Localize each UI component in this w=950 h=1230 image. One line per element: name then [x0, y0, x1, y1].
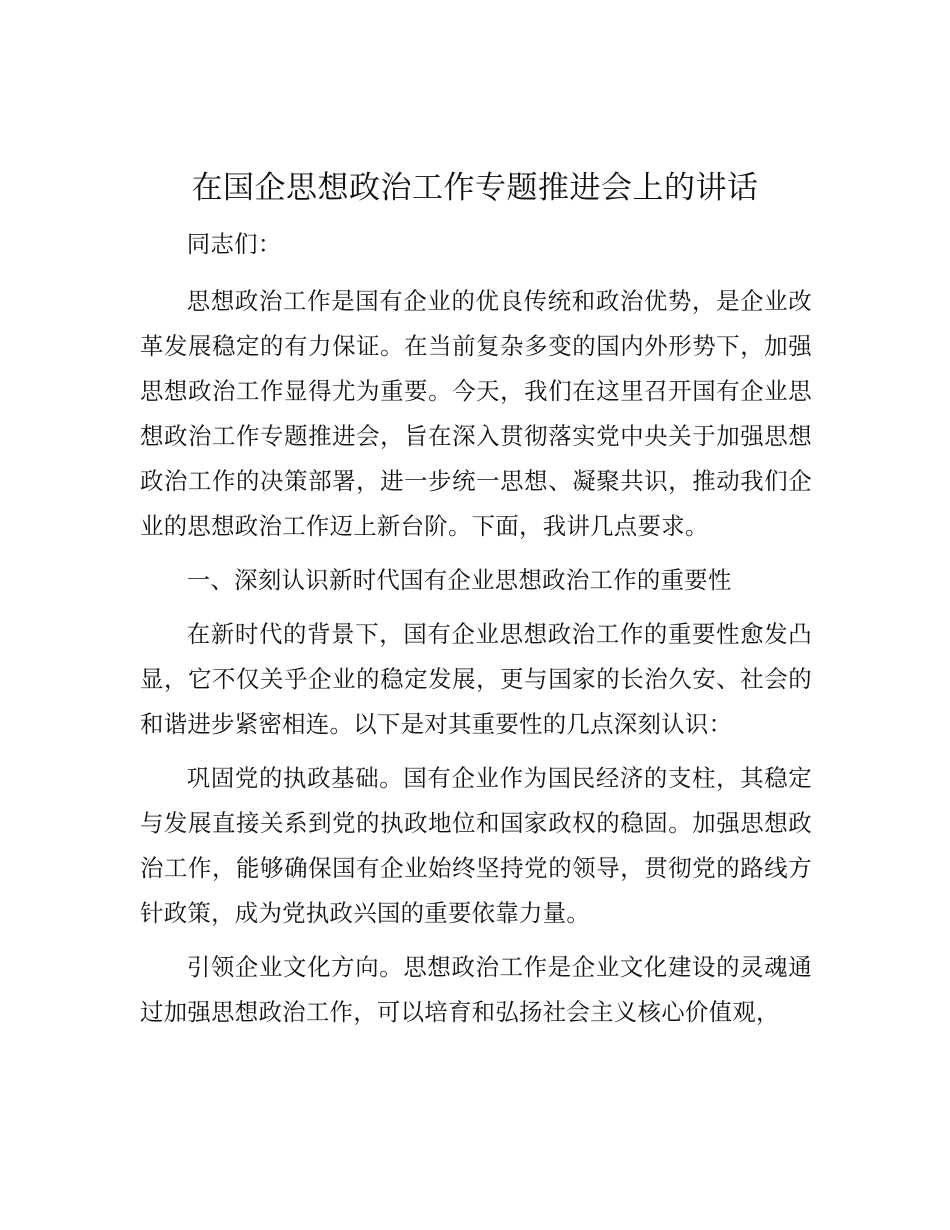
paragraph-corporate-culture: 引领企业文化方向。思想政治工作是企业文化建设的灵魂通过加强思想政治工作，可以培育和弘扬社会主义核心价值观，: [140, 953, 812, 1026]
document-title: 在国企思想政治工作专题推进会上的讲话: [191, 170, 759, 206]
paragraph-importance: 在新时代的背景下，国有企业思想政治工作的重要性愈发凸显，它不仅关乎企业的稳定发展，更与国家的长治久安、社会的和谐进步紧密相连。以下是对其重要性的几点深刻认识：: [140, 620, 812, 738]
paragraph-party-foundation: 巩固党的执政基础。国有企业作为国民经济的支柱，其稳定与发展直接关系到党的执政地位和国家政权的稳固。加强思想政治工作，能够确保国有企业始终坚持党的领导，贯彻党的路线方针政策，成为党执政兴国的重要依靠力量。: [140, 764, 812, 927]
greeting: 同志们：: [186, 230, 282, 258]
document-body: [140, 222, 812, 1044]
paragraph-intro: 思想政治工作是国有企业的优良传统和政治优势，是企业改革发展稳定的有力保证。在当前复杂多变的国内外形势下，加强思想政治工作显得尤为重要。今天，我们在这里召开国有企业思想政治工作专题推进会，旨在深入贯彻落实党中央关于加强思想政治工作的决策部署，进一步统一思想、凝聚共识，推动我们企业的思想政治工作迈上新台阶。下面，我讲几点要求。: [140, 287, 812, 540]
section-heading-1: 一、深刻认识新时代国有企业思想政治工作的重要性: [186, 566, 732, 594]
